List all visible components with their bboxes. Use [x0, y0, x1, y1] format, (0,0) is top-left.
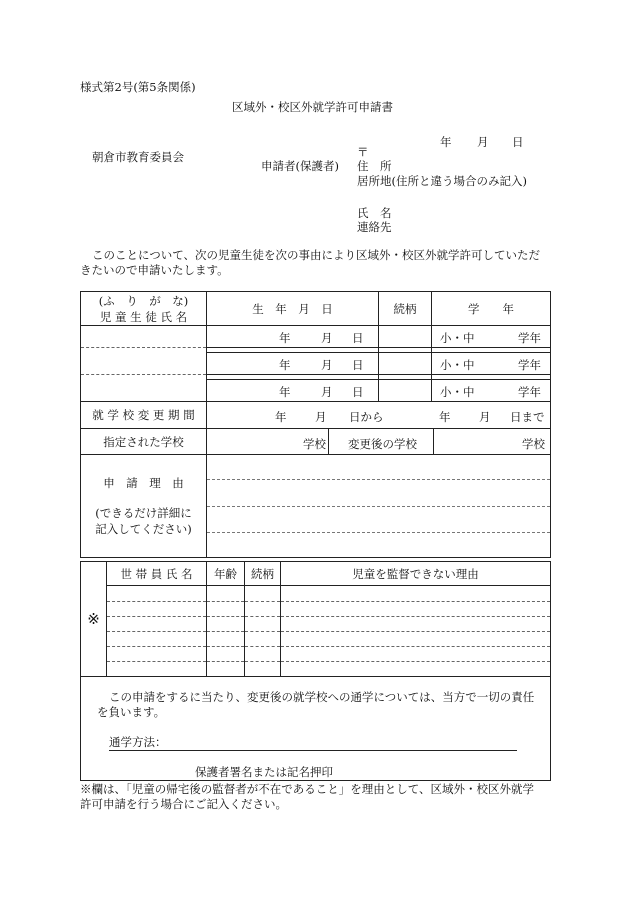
designated-school-label: 指定された学校 [81, 429, 207, 455]
member-name-cell[interactable] [107, 632, 207, 647]
period-to-year: 年 [439, 410, 451, 424]
period-to: 日まで [510, 410, 545, 424]
reason-input[interactable] [207, 455, 551, 558]
reason-line [207, 479, 550, 480]
dob-year: 年 [279, 385, 291, 399]
footnote-1: ※欄は、「児童の帰宅後の監督者が不在であること」を理由として、区域外・校区外就学 [80, 782, 535, 796]
student-relation-cell[interactable] [379, 326, 432, 348]
member-name-cell[interactable] [107, 647, 207, 662]
dob-day: 日 [352, 358, 364, 372]
dob-year: 年 [279, 331, 291, 345]
header-furigana: (ふ り が な) [98, 293, 189, 308]
intro-text-2: きたいので申請いたします。 [80, 263, 229, 277]
header-age: 年齢 [207, 562, 245, 586]
applicant-postal: 〒 [357, 145, 369, 159]
student-dob-cell[interactable] [207, 353, 379, 375]
grade-unit: 学年 [518, 358, 541, 372]
member-reason-cell[interactable] [281, 586, 551, 602]
member-relation-cell[interactable] [245, 647, 281, 662]
student-grade-cell[interactable] [432, 326, 551, 348]
member-relation-cell[interactable] [245, 602, 281, 617]
dob-month: 月 [321, 358, 333, 372]
applicant-label: 申請者(保護者) [261, 159, 339, 173]
student-name-cell[interactable] [81, 380, 207, 402]
intro-text-1: このことについて、次の児童生徒を次の事由により区域外・校区外就学許可していただ [92, 248, 541, 262]
applicant-residence: 居所地(住所と違う場合のみ記入) [357, 174, 527, 188]
school-cell[interactable] [207, 429, 551, 455]
header-grade: 学 年 [432, 292, 551, 326]
date-year: 年 [440, 135, 452, 149]
reason-line [207, 506, 550, 507]
student-info-table [80, 291, 551, 558]
student-relation-cell[interactable] [379, 380, 432, 402]
period-cell[interactable] [207, 402, 551, 429]
school-type: 小・中 [440, 358, 475, 372]
member-age-cell[interactable] [207, 632, 245, 647]
form-title: 区域外・校区外就学許可申請書 [232, 100, 393, 114]
member-relation-cell[interactable] [245, 586, 281, 602]
member-name-cell[interactable] [107, 602, 207, 617]
dob-year: 年 [279, 358, 291, 372]
member-reason-cell[interactable] [281, 632, 551, 647]
member-name-cell[interactable] [107, 586, 207, 602]
member-age-cell[interactable] [207, 602, 245, 617]
member-reason-cell[interactable] [281, 662, 551, 677]
date-month: 月 [477, 135, 489, 149]
reason-label: 申 請 理 由 [103, 476, 184, 490]
student-dob-cell[interactable] [207, 380, 379, 402]
period-to-month: 月 [479, 410, 491, 424]
period-label: 就 学 校 変 更 期 間 [81, 402, 207, 429]
reason-note-1: (できるだけ詳細に [95, 506, 192, 520]
dob-month: 月 [321, 385, 333, 399]
reason-line [207, 532, 550, 533]
school-type: 小・中 [440, 331, 475, 345]
commute-input-line[interactable] [109, 750, 517, 751]
header-student-name [81, 292, 207, 326]
designated-school-suffix: 学校 [303, 437, 326, 451]
member-relation-cell[interactable] [245, 632, 281, 647]
period-from-month: 月 [315, 410, 327, 424]
student-relation-cell[interactable] [379, 353, 432, 375]
member-reason-cell[interactable] [281, 617, 551, 632]
changed-school-suffix: 学校 [522, 437, 545, 451]
household-mark: ※ [81, 562, 107, 677]
grade-unit: 学年 [518, 331, 541, 345]
student-dob-cell[interactable] [207, 326, 379, 348]
member-relation-cell[interactable] [245, 617, 281, 632]
header-household-member: 世 帯 員 氏 名 [107, 562, 207, 586]
dob-day: 日 [352, 331, 364, 345]
applicant-contact: 連絡先 [357, 220, 392, 234]
period-from: 日から [349, 410, 384, 424]
household-table [80, 561, 551, 677]
footnote-2: 許可申請を行う場合にご記入ください。 [80, 797, 287, 811]
header-cannot-supervise: 児童を監督できない理由 [281, 562, 551, 586]
recipient: 朝倉市教育委員会 [92, 150, 184, 164]
commute-label: 通学方法： [109, 735, 167, 749]
student-name-cell[interactable] [81, 353, 207, 375]
member-age-cell[interactable] [207, 617, 245, 632]
period-from-year: 年 [275, 410, 287, 424]
header-relation: 続柄 [379, 292, 432, 326]
pledge-text-1: この申請をするに当たり、変更後の就学校への通学については、当方で一切の責任 [109, 690, 535, 704]
dob-day: 日 [352, 385, 364, 399]
grade-unit: 学年 [518, 385, 541, 399]
form-number: 様式第2号(第5条関係) [80, 80, 196, 94]
member-name-cell[interactable] [107, 662, 207, 677]
member-age-cell[interactable] [207, 586, 245, 602]
header-name: 児 童 生 徒 氏 名 [99, 309, 188, 324]
signature-label: 保護者署名または記名押印 [195, 765, 333, 779]
member-relation-cell[interactable] [245, 662, 281, 677]
member-age-cell[interactable] [207, 662, 245, 677]
member-reason-cell[interactable] [281, 647, 551, 662]
reason-note-2: 記入してください) [95, 522, 192, 536]
school-type: 小・中 [440, 385, 475, 399]
student-name-cell[interactable] [81, 326, 207, 348]
header-household-relation: 続柄 [245, 562, 281, 586]
pledge-text-2: を負います。 [97, 705, 166, 719]
student-grade-cell[interactable] [432, 353, 551, 375]
reason-label-cell [81, 455, 207, 558]
header-dob: 生 年 月 日 [207, 292, 379, 326]
pledge-box [80, 676, 551, 781]
member-name-cell[interactable] [107, 617, 207, 632]
applicant-address: 住 所 [357, 159, 392, 173]
changed-school-label: 変更後の学校 [348, 437, 417, 451]
dob-month: 月 [321, 331, 333, 345]
date-day: 日 [512, 135, 524, 149]
student-grade-cell[interactable] [432, 380, 551, 402]
member-age-cell[interactable] [207, 647, 245, 662]
applicant-name: 氏 名 [357, 206, 392, 220]
member-reason-cell[interactable] [281, 602, 551, 617]
